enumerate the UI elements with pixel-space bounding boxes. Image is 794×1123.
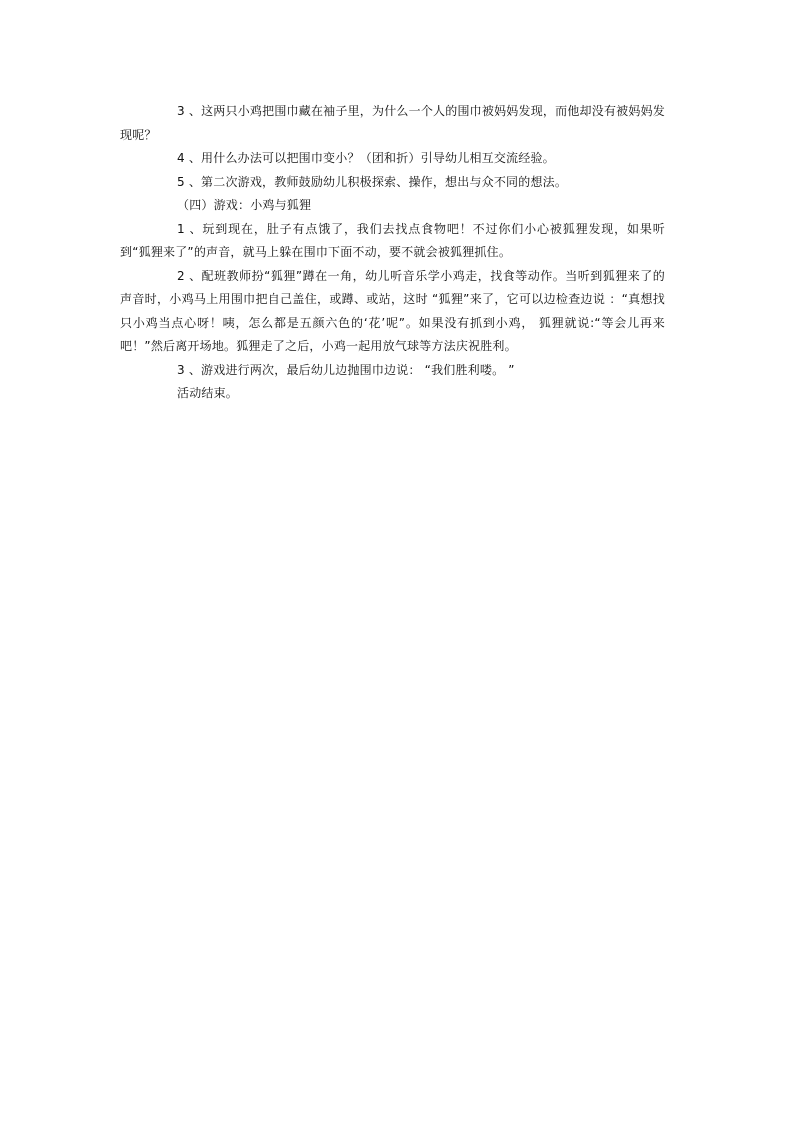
document-body [120, 100, 665, 406]
paragraph-question-4: 4 、用什么办法可以把围巾变小？（团和折）引导幼儿相互交流经验。 [177, 151, 555, 165]
paragraph-question-3: 3 、这两只小鸡把围巾藏在袖子里，为什么一个人的围巾被妈妈发现，而他却没有被妈妈发现呢？ [120, 104, 665, 142]
section-heading-game: （四）游戏：小鸡与狐狸 [177, 198, 312, 212]
paragraph-step-1: 1 、玩到现在，肚子有点饿了，我们去找点食物吧！不过你们小心被狐狸发现，如果听到“狐狸来了”的声音，就马上躲在围巾下面不动，要不就会被狐狸抓住。 [120, 221, 665, 259]
paragraph-activity-end: 活动结束。 [177, 386, 239, 400]
paragraph-second-game: 5 、第二次游戏，教师鼓励幼儿积极探索、操作，想出与众不同的想法。 [177, 174, 568, 189]
paragraph-step-3: 3 、游戏进行两次，最后幼儿边抛围巾边说： “我们胜利喽。 ” [177, 362, 515, 377]
paragraph-step-2: 2 、配班教师扮“狐狸”蹲在一角，幼儿听音乐学小鸡走，找食等动作。当听到狐狸来了的声音时，小鸡马上用围巾把自己盖住，或蹲、或站，这时 “狐狸”来了，它可以边检查边说 ：“真想找只小鸡当点心呀！咦，怎么都是五颜六色的‘花’呢”。如果没有抓到小鸡， 狐狸就说:“等会儿再来吧！”然后离开场地。狐狸走了之后，小鸡一起用放气球等方法庆祝胜利。 [120, 268, 665, 353]
